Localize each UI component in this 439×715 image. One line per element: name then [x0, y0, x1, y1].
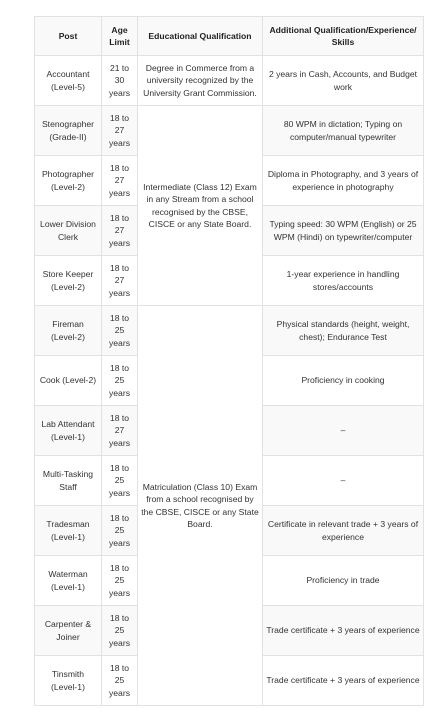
cell-additional: – [263, 456, 424, 506]
cell-education-commerce: Degree in Commerce from a university recognized by the University Grant Commission. [138, 56, 263, 106]
cell-additional: Proficiency in trade [263, 556, 424, 606]
cell-post: Waterman (Level-1) [35, 556, 102, 606]
cell-post: Stenographer (Grade-II) [35, 106, 102, 156]
cell-education-matriculation: Matriculation (Class 10) Exam from a school recognised by the CBSE, CISCE or any State Board. [138, 306, 263, 706]
cell-age: 18 to 25 years [102, 656, 138, 706]
cell-post: Photographer (Level-2) [35, 156, 102, 206]
cell-post: Accountant (Level-5) [35, 56, 102, 106]
cell-additional: Trade certificate + 3 years of experience [263, 606, 424, 656]
cell-post: Lower Division Clerk [35, 206, 102, 256]
cell-post: Lab Attendant (Level-1) [35, 406, 102, 456]
cell-age: 18 to 27 years [102, 156, 138, 206]
cell-additional: 1-year experience in handling stores/accounts [263, 256, 424, 306]
cell-age: 18 to 25 years [102, 506, 138, 556]
cell-additional: 80 WPM in dictation; Typing on computer/manual typewriter [263, 106, 424, 156]
cell-age: 18 to 25 years [102, 306, 138, 356]
cell-additional: – [263, 406, 424, 456]
cell-age: 18 to 25 years [102, 356, 138, 406]
cell-post: Carpenter & Joiner [35, 606, 102, 656]
cell-age: 18 to 25 years [102, 606, 138, 656]
cell-age: 18 to 27 years [102, 106, 138, 156]
cell-education-intermediate: Intermediate (Class 12) Exam in any Stream from a school recognised by the CBSE, CISCE or any State Board. [138, 106, 263, 306]
cell-additional: Certificate in relevant trade + 3 years of experience [263, 506, 424, 556]
cell-additional: 2 years in Cash, Accounts, and Budget work [263, 56, 424, 106]
qualification-table [34, 16, 424, 706]
header-additional-qualification: Additional Qualification/Experience/ Skills [263, 17, 424, 56]
cell-additional: Trade certificate + 3 years of experience [263, 656, 424, 706]
cell-age: 21 to 30 years [102, 56, 138, 106]
table-header-row [35, 17, 424, 56]
cell-age: 18 to 25 years [102, 456, 138, 506]
cell-age: 18 to 27 years [102, 406, 138, 456]
cell-post: Store Keeper (Level-2) [35, 256, 102, 306]
cell-post: Cook (Level-2) [35, 356, 102, 406]
cell-age: 18 to 27 years [102, 256, 138, 306]
cell-post: Multi-Tasking Staff [35, 456, 102, 506]
cell-post: Tinsmith (Level-1) [35, 656, 102, 706]
cell-additional: Proficiency in cooking [263, 356, 424, 406]
cell-additional: Diploma in Photography, and 3 years of experience in photography [263, 156, 424, 206]
table-row [35, 56, 424, 106]
header-post: Post [35, 17, 102, 56]
cell-additional: Typing speed: 30 WPM (English) or 25 WPM (Hindi) on typewriter/computer [263, 206, 424, 256]
cell-additional: Physical standards (height, weight, chest); Endurance Test [263, 306, 424, 356]
cell-post: Fireman (Level-2) [35, 306, 102, 356]
cell-age: 18 to 25 years [102, 556, 138, 606]
header-age-limit: Age Limit [102, 17, 138, 56]
cell-post: Tradesman (Level-1) [35, 506, 102, 556]
header-educational-qualification: Educational Qualification [138, 17, 263, 56]
cell-age: 18 to 27 years [102, 206, 138, 256]
table-row [35, 106, 424, 156]
table-row [35, 306, 424, 356]
